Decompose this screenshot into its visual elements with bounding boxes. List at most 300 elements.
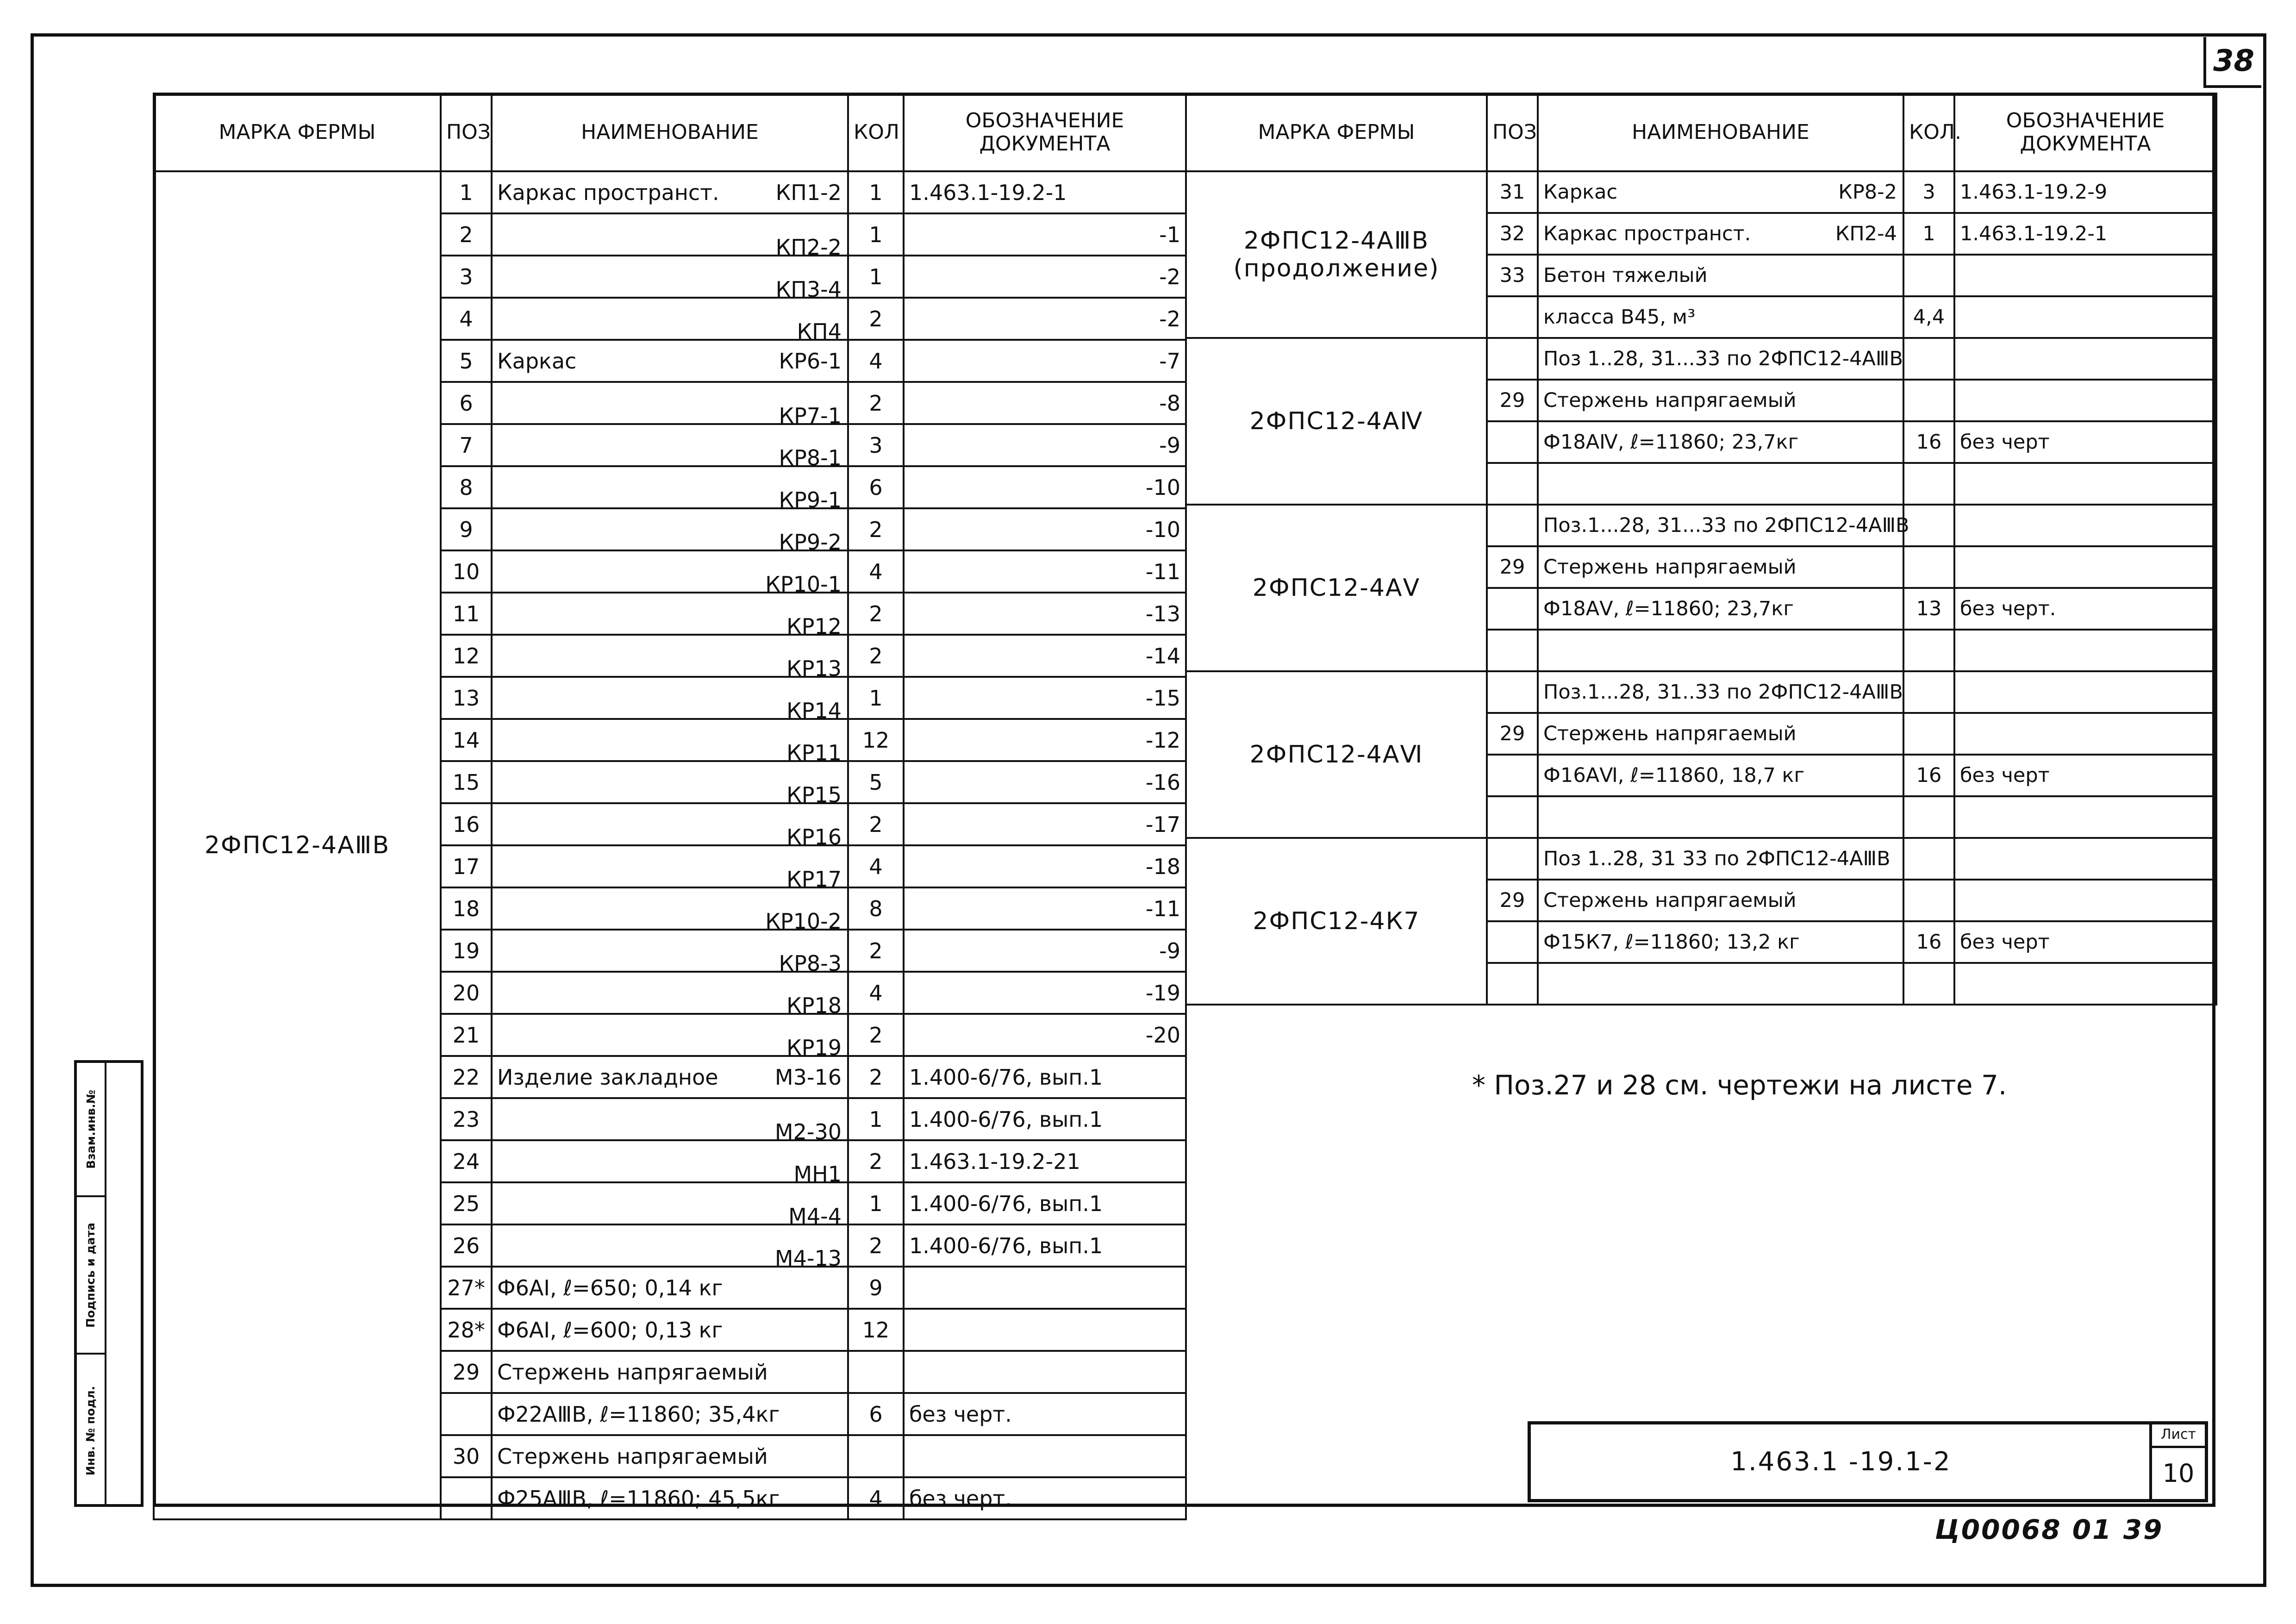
item-name: Каркас пространст.	[1543, 222, 1751, 245]
quantity: 4	[848, 845, 904, 887]
item-name-cell	[492, 1351, 848, 1393]
quantity: 1	[1903, 213, 1954, 255]
item-brand: КП4	[797, 319, 842, 344]
item-brand: М4-13	[774, 1245, 842, 1271]
side-stamp-cell	[77, 1063, 105, 1197]
header-mark: МАРКА ФЕРМЫ	[1186, 94, 1487, 171]
position-number: 9	[441, 508, 492, 550]
quantity: 4	[848, 550, 904, 593]
item-name-cell	[492, 1056, 848, 1098]
item-name-cell	[492, 930, 848, 976]
document-ref: -11	[904, 887, 1186, 930]
position-number	[441, 1477, 492, 1519]
item-name-cell	[492, 508, 848, 555]
table-row	[1186, 505, 2216, 546]
side-stamp-divider	[105, 1063, 106, 1504]
item-name-cell	[492, 340, 848, 382]
table-row	[1186, 171, 2216, 213]
quantity: 2	[848, 508, 904, 550]
quantity: 6	[848, 1393, 904, 1435]
quantity: 3	[848, 424, 904, 466]
position-number: 3	[441, 256, 492, 298]
quantity	[1903, 796, 1954, 838]
quantity: 2	[848, 593, 904, 635]
sheet-label: Лист	[2152, 1424, 2205, 1448]
item-brand: М4-4	[788, 1203, 842, 1229]
document-ref: -20	[904, 1014, 1186, 1056]
document-ref	[1954, 963, 2216, 1005]
position-number: 29	[1487, 380, 1538, 421]
quantity	[1903, 255, 1954, 296]
document-ref	[1954, 880, 2216, 921]
item-name: Ф16АⅥ, ℓ=11860, 18,7 кг	[1543, 764, 1805, 787]
quantity: 9	[848, 1267, 904, 1309]
document-ref: без черт.	[1954, 588, 2216, 630]
quantity: 2	[848, 298, 904, 340]
position-number	[1487, 671, 1538, 713]
table-row	[1186, 671, 2216, 713]
item-name: Ф6АⅠ, ℓ=650; 0,14 кг	[497, 1275, 723, 1300]
item-name: Каркас пространст.	[497, 180, 719, 205]
quantity: 12	[848, 719, 904, 761]
position-number: 27*	[441, 1267, 492, 1309]
item-name-cell	[492, 213, 848, 260]
position-number: 33	[1487, 255, 1538, 296]
quantity: 2	[848, 635, 904, 677]
document-ref: 1.463.1-19.2-21	[904, 1140, 1186, 1182]
side-stamp-cell	[77, 1355, 105, 1507]
position-number: 7	[441, 424, 492, 466]
item-name: Каркас	[497, 348, 577, 374]
document-ref: -10	[904, 466, 1186, 508]
item-name-cell	[492, 677, 848, 723]
item-name: Стержень напрягаемый	[1543, 889, 1797, 912]
quantity: 16	[1903, 421, 1954, 463]
item-name: Ф25АⅢВ, ℓ=11860; 45,5кг	[497, 1486, 780, 1511]
item-name-cell	[1538, 713, 1903, 755]
position-number: 11	[441, 593, 492, 635]
position-number: 17	[441, 845, 492, 887]
item-name-cell	[492, 803, 848, 849]
item-brand: КР6-1	[779, 348, 842, 374]
item-name: Ф6АⅠ, ℓ=600; 0,13 кг	[497, 1317, 723, 1343]
header-qty: КОЛ	[848, 94, 904, 171]
item-name-cell	[492, 972, 848, 1018]
document-ref	[1954, 671, 2216, 713]
document-ref	[1954, 838, 2216, 880]
quantity: 12	[848, 1309, 904, 1351]
item-name-cell	[492, 1477, 848, 1519]
item-brand: КП2-4	[1835, 222, 1897, 245]
position-number: 20	[441, 972, 492, 1014]
item-brand: М3-16	[774, 1064, 842, 1090]
side-stamp	[74, 1060, 144, 1507]
document-ref: 1.463.1-19.2-1	[904, 171, 1186, 213]
position-number: 4	[441, 298, 492, 340]
document-ref: -8	[904, 382, 1186, 424]
item-name-cell	[492, 382, 848, 428]
item-name-cell	[1538, 338, 1903, 380]
spec-table-main	[153, 93, 1187, 1520]
position-number	[1487, 421, 1538, 463]
item-name: Каркас	[1543, 181, 1618, 204]
table-row	[154, 171, 1186, 213]
quantity	[1903, 338, 1954, 380]
item-name-cell	[1538, 296, 1903, 338]
quantity	[848, 1351, 904, 1393]
quantity: 4,4	[1903, 296, 1954, 338]
quantity: 2	[848, 1140, 904, 1182]
item-brand: КР16	[786, 824, 842, 849]
document-ref	[1954, 546, 2216, 588]
item-name-cell	[1538, 755, 1903, 796]
quantity: 1	[848, 677, 904, 719]
quantity	[1903, 463, 1954, 505]
position-number	[1487, 505, 1538, 546]
item-name-cell	[492, 298, 848, 344]
position-number	[1487, 296, 1538, 338]
document-ref	[1954, 296, 2216, 338]
item-name: Изделие закладное	[497, 1064, 718, 1090]
side-stamp-cell	[77, 1197, 105, 1355]
item-brand: КР7-1	[779, 403, 842, 428]
quantity: 2	[848, 1056, 904, 1098]
quantity: 2	[848, 1224, 904, 1267]
document-ref	[1954, 796, 2216, 838]
item-name-cell	[492, 1098, 848, 1144]
side-stamp-label: Инв. № подл.	[84, 1386, 98, 1476]
document-ref: 1.400-6/76, вып.1	[904, 1182, 1186, 1224]
quantity: 1	[848, 256, 904, 298]
item-name-cell	[1538, 421, 1903, 463]
item-name-cell	[1538, 171, 1903, 213]
position-number	[1487, 463, 1538, 505]
title-block	[1528, 1421, 2208, 1502]
document-ref: 1.400-6/76, вып.1	[904, 1056, 1186, 1098]
document-ref	[904, 1267, 1186, 1309]
document-ref: -13	[904, 593, 1186, 635]
archive-code: Ц00068 01 39	[1935, 1514, 2164, 1545]
document-ref	[904, 1309, 1186, 1351]
item-name-cell	[492, 719, 848, 765]
item-name-cell	[492, 1309, 848, 1351]
item-name: Поз 1..28, 31 33 по 2ФПС12-4АⅢВ	[1543, 847, 1890, 870]
item-brand: КР18	[786, 993, 842, 1018]
quantity: 2	[848, 803, 904, 845]
item-name: Ф18АⅣ, ℓ=11860; 23,7кг	[1543, 431, 1799, 454]
document-ref: без черт	[1954, 921, 2216, 963]
position-number: 5	[441, 340, 492, 382]
document-ref: без черт.	[904, 1393, 1186, 1435]
item-name-cell	[1538, 463, 1903, 505]
position-number: 21	[441, 1014, 492, 1056]
item-brand: КР12	[786, 613, 842, 639]
position-number	[1487, 796, 1538, 838]
item-brand: М2-30	[774, 1119, 842, 1144]
item-name: Ф18АⅤ, ℓ=11860; 23,7кг	[1543, 597, 1794, 620]
item-brand: КР9-2	[779, 529, 842, 555]
corner-sheet-number: 38	[2203, 37, 2261, 88]
quantity	[1903, 630, 1954, 671]
item-name-cell	[492, 256, 848, 302]
position-number: 25	[441, 1182, 492, 1224]
position-number	[1487, 921, 1538, 963]
position-number: 15	[441, 761, 492, 803]
document-ref: -7	[904, 340, 1186, 382]
position-number	[1487, 963, 1538, 1005]
item-name-cell	[1538, 838, 1903, 880]
header-name: НАИМЕНОВАНИЕ	[492, 94, 848, 171]
position-number: 29	[441, 1351, 492, 1393]
quantity: 1	[848, 213, 904, 256]
spec-table-continuation-body	[1186, 171, 2216, 1005]
item-name: Поз 1..28, 31...33 по 2ФПС12-4АⅢВ	[1543, 347, 1903, 370]
item-name-cell	[492, 171, 848, 213]
quantity: 4	[848, 340, 904, 382]
header-qty: КОЛ.	[1903, 94, 1954, 171]
item-name-cell	[1538, 880, 1903, 921]
position-number	[441, 1393, 492, 1435]
document-ref	[1954, 505, 2216, 546]
truss-mark: 2ФПС12-4АⅥ	[1186, 671, 1487, 838]
document-ref	[904, 1351, 1186, 1393]
item-name: Бетон тяжелый	[1543, 264, 1708, 287]
position-number: 2	[441, 213, 492, 256]
position-number: 29	[1487, 546, 1538, 588]
quantity: 5	[848, 761, 904, 803]
footnote: * Поз.27 и 28 см. чертежи на листе 7.	[1472, 1069, 2007, 1101]
item-name: Стержень напрягаемый	[1543, 389, 1797, 412]
item-name: Стержень напрягаемый	[1543, 556, 1797, 579]
item-name: класса В45, м³	[1543, 306, 1696, 329]
position-number	[1487, 630, 1538, 671]
position-number: 6	[441, 382, 492, 424]
spec-table-main-body	[154, 171, 1186, 1519]
sheet-box	[2149, 1424, 2205, 1499]
quantity: 3	[1903, 171, 1954, 213]
item-name-cell	[1538, 796, 1903, 838]
item-brand: КР15	[786, 782, 842, 807]
position-number	[1487, 338, 1538, 380]
item-name-cell	[492, 550, 848, 597]
quantity: 2	[848, 1014, 904, 1056]
quantity	[1903, 505, 1954, 546]
position-number: 30	[441, 1435, 492, 1477]
item-name-cell	[492, 1014, 848, 1060]
position-number: 29	[1487, 713, 1538, 755]
document-ref: без черт	[1954, 755, 2216, 796]
item-name-cell	[492, 466, 848, 512]
side-stamp-label: Взам.инв.№	[84, 1089, 98, 1169]
quantity: 13	[1903, 588, 1954, 630]
item-brand: КП2-2	[775, 234, 842, 260]
quantity: 2	[848, 382, 904, 424]
item-name-cell	[492, 1393, 848, 1435]
item-brand: КР10-2	[765, 908, 842, 934]
item-name-cell	[1538, 213, 1903, 255]
item-name-cell	[492, 887, 848, 934]
header-mark: МАРКА ФЕРМЫ	[154, 94, 441, 171]
item-brand: КР17	[786, 866, 842, 892]
spec-table-continuation	[1185, 93, 2217, 1006]
item-name-cell	[492, 1435, 848, 1477]
item-name: Стержень напрягаемый	[497, 1443, 768, 1469]
truss-mark: 2ФПС12-4АⅤ	[1186, 505, 1487, 671]
position-number: 13	[441, 677, 492, 719]
item-name-cell	[1538, 630, 1903, 671]
item-name-cell	[1538, 380, 1903, 421]
document-ref: -2	[904, 298, 1186, 340]
item-brand: КР8-1	[779, 445, 842, 470]
item-brand: КР11	[786, 740, 842, 765]
quantity: 1	[848, 171, 904, 213]
document-ref: -12	[904, 719, 1186, 761]
item-name-cell	[492, 1182, 848, 1229]
document-ref: -9	[904, 424, 1186, 466]
document-ref: -10	[904, 508, 1186, 550]
position-number: 26	[441, 1224, 492, 1267]
side-stamp-label: Подпись и дата	[84, 1222, 98, 1328]
quantity: 6	[848, 466, 904, 508]
position-number: 1	[441, 171, 492, 213]
quantity	[1903, 838, 1954, 880]
quantity: 8	[848, 887, 904, 930]
document-ref: -1	[904, 213, 1186, 256]
quantity	[1903, 546, 1954, 588]
quantity: 16	[1903, 921, 1954, 963]
truss-mark: 2ФПС12-4К7	[1186, 838, 1487, 1005]
position-number: 10	[441, 550, 492, 593]
document-ref: -15	[904, 677, 1186, 719]
item-brand: КР14	[786, 698, 842, 723]
item-name-cell	[492, 424, 848, 470]
item-brand: КР19	[786, 1035, 842, 1060]
item-name-cell	[1538, 588, 1903, 630]
table-row	[1186, 838, 2216, 880]
item-name-cell	[1538, 671, 1903, 713]
quantity: 16	[1903, 755, 1954, 796]
document-ref: без черт.	[904, 1477, 1186, 1519]
item-name-cell	[492, 845, 848, 892]
quantity	[1903, 963, 1954, 1005]
position-number: 14	[441, 719, 492, 761]
position-number: 8	[441, 466, 492, 508]
truss-mark: 2ФПС12-4АⅢВ (продолжение)	[1186, 171, 1487, 338]
item-name-cell	[1538, 921, 1903, 963]
item-name: Поз.1...28, 31..33 по 2ФПС12-4АⅢВ	[1543, 681, 1903, 704]
document-ref: -18	[904, 845, 1186, 887]
item-name: Ф22АⅢВ, ℓ=11860; 35,4кг	[497, 1401, 780, 1427]
document-ref: -2	[904, 256, 1186, 298]
document-ref	[1954, 380, 2216, 421]
document-ref: 1.463.1-19.2-1	[1954, 213, 2216, 255]
document-ref	[904, 1435, 1186, 1477]
item-name-cell	[1538, 546, 1903, 588]
item-name-cell	[492, 593, 848, 639]
document-ref: -19	[904, 972, 1186, 1014]
position-number: 29	[1487, 880, 1538, 921]
item-name-cell	[492, 1140, 848, 1187]
document-code: 1.463.1 -19.1-2	[1730, 1447, 1952, 1477]
position-number: 23	[441, 1098, 492, 1140]
item-brand: КР8-3	[779, 950, 842, 976]
quantity: 2	[848, 930, 904, 972]
quantity: 1	[848, 1098, 904, 1140]
item-name: Стержень напрягаемый	[497, 1359, 768, 1385]
item-name: Стержень напрягаемый	[1543, 722, 1797, 745]
item-brand: КР13	[786, 656, 842, 681]
item-name: Поз.1...28, 31...33 по 2ФПС12-4АⅢВ	[1543, 514, 1909, 537]
position-number: 12	[441, 635, 492, 677]
table-row	[1186, 338, 2216, 380]
position-number: 19	[441, 930, 492, 972]
item-brand: МН1	[793, 1161, 842, 1187]
item-brand: КП3-4	[775, 276, 842, 302]
truss-mark: 2ФПС12-4АⅢВ	[154, 171, 441, 1519]
position-number: 22	[441, 1056, 492, 1098]
quantity	[1903, 880, 1954, 921]
position-number: 24	[441, 1140, 492, 1182]
position-number: 32	[1487, 213, 1538, 255]
header-doc: ОБОЗНАЧЕНИЕ ДОКУМЕНТА	[904, 94, 1186, 171]
document-ref	[1954, 255, 2216, 296]
position-number: 31	[1487, 171, 1538, 213]
item-name-cell	[1538, 255, 1903, 296]
quantity	[1903, 671, 1954, 713]
sheet-number: 10	[2162, 1459, 2195, 1488]
item-name-cell	[492, 1267, 848, 1309]
document-ref: 1.463.1-19.2-9	[1954, 171, 2216, 213]
position-number	[1487, 838, 1538, 880]
item-brand: КР10-1	[765, 571, 842, 597]
document-ref: -16	[904, 761, 1186, 803]
position-number	[1487, 755, 1538, 796]
item-name: Ф15К7, ℓ=11860; 13,2 кг	[1543, 931, 1800, 954]
document-ref: 1.400-6/76, вып.1	[904, 1224, 1186, 1267]
header-pos: ПОЗ	[1487, 94, 1538, 171]
document-ref	[1954, 713, 2216, 755]
item-brand: КР9-1	[779, 487, 842, 512]
truss-mark: 2ФПС12-4АⅣ	[1186, 338, 1487, 505]
position-number: 16	[441, 803, 492, 845]
document-ref	[1954, 463, 2216, 505]
quantity	[1903, 380, 1954, 421]
quantity	[1903, 713, 1954, 755]
item-name-cell	[492, 635, 848, 681]
item-name-cell	[492, 1224, 848, 1271]
header-name: НАИМЕНОВАНИЕ	[1538, 94, 1903, 171]
item-name-cell	[1538, 963, 1903, 1005]
document-ref: -17	[904, 803, 1186, 845]
quantity: 4	[848, 972, 904, 1014]
item-brand: КП1-2	[775, 180, 842, 205]
position-number: 28*	[441, 1309, 492, 1351]
item-name-cell	[1538, 505, 1909, 546]
header-doc: ОБОЗНАЧЕНИЕ ДОКУМЕНТА	[1954, 94, 2216, 171]
quantity: 1	[848, 1182, 904, 1224]
document-ref: -9	[904, 930, 1186, 972]
document-ref	[1954, 630, 2216, 671]
quantity	[848, 1435, 904, 1477]
quantity: 4	[848, 1477, 904, 1519]
item-brand: КР8-2	[1838, 181, 1897, 204]
item-name-cell	[492, 761, 848, 807]
header-pos: ПОЗ	[441, 94, 492, 171]
document-ref	[1954, 338, 2216, 380]
document-ref: 1.400-6/76, вып.1	[904, 1098, 1186, 1140]
document-ref: без черт	[1954, 421, 2216, 463]
position-number	[1487, 588, 1538, 630]
